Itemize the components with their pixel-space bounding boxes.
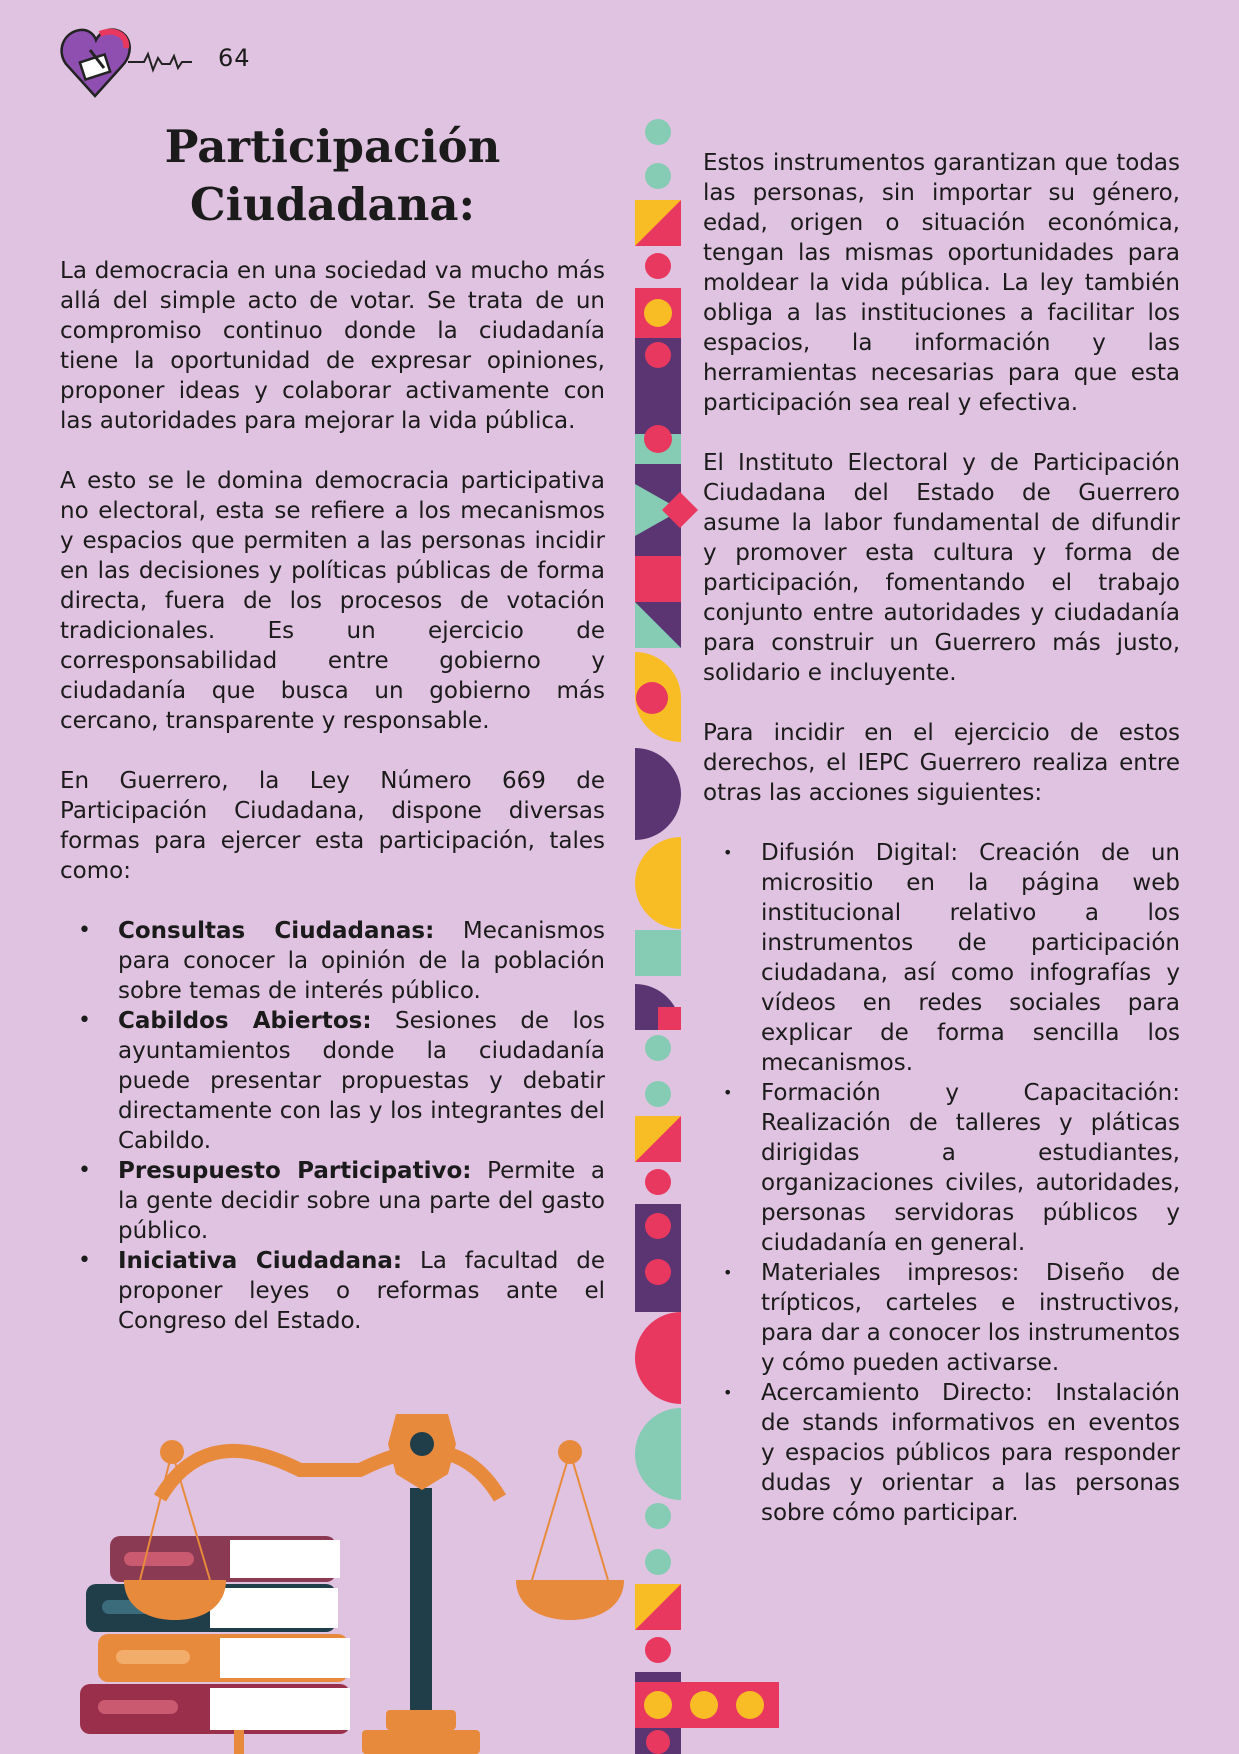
list-item: • Presupuesto Participativo: Permite a la gente decidir sobre una parte del gasto público. (78, 1158, 605, 1244)
heart-ballot-logo-icon (60, 24, 210, 106)
list-item: • Consultas Ciudadanas: Mecanismos para conocer la opinión de la población sobre temas de interés público. (78, 918, 605, 1004)
list-item: • Cabildos Abiertos: Sesiones de los ayuntamientos donde la ciudadanía puede presentar propuestas y debatir directamente con las y los integrantes del Cabildo. (78, 1008, 605, 1154)
decorative-strip (630, 112, 780, 1754)
scales-of-justice-icon (80, 1410, 640, 1754)
stacked-books-icon (80, 1536, 350, 1754)
left-column (60, 256, 605, 1336)
list-item: • Acercamiento Directo: Instalación de stands informativos en eventos y espacios públicos para responder dudas y orientar a las personas sobre cómo participar. (723, 1380, 1180, 1526)
paragraph: A esto se le domina democracia participativa no electoral, esta se refiere a los mecanismos y espacios que permiten a las personas incidir en las decisiones y políticas públicas de forma directa, fuera de los procesos de votación tradicionales. Es un ejercicio de corresponsabilidad entre gobierno y ciudadanía que busca un gobierno más cercano, transparente y responsable. (60, 468, 605, 734)
pulse-line-icon (128, 54, 192, 70)
paragraph: En Guerrero, la Ley Número 669 de Participación Ciudadana, dispone diversas formas para ejercer esta participación, tales como: (60, 768, 605, 884)
page-number: 64 (218, 44, 251, 72)
paragraph: La democracia en una sociedad va mucho más allá del simple acto de votar. Se trata de un compromiso continuo donde la ciudadanía tiene la oportunidad de expresar opiniones, proponer ideas y colaborar activamente con las autoridades para mejorar la vida pública. (60, 258, 605, 434)
list-item: • Iniciativa Ciudadana: La facultad de proponer leyes o reformas ante el Congreso del Estado. (78, 1248, 605, 1334)
list-item: • Formación y Capacitación: Realización de talleres y pláticas dirigidas a estudiantes, organizaciones civiles, autoridades, personas servidoras públicos y ciudadanía en general. (723, 1080, 1180, 1256)
paragraph: Estos instrumentos garantizan que todas las personas, sin importar su género, edad, origen o situación económica, tengan las mismas oportunidades para moldear la vida pública. La ley también obliga a las instituciones a facilitar los espacios, la información y las herramientas necesarias para que esta participación sea real y efectiva. (703, 150, 1180, 416)
page-title: Participación Ciudadana: (164, 120, 501, 231)
paragraph: El Instituto Electoral y de Participación Ciudadana del Estado de Guerrero asume la labor fundamental de difundir y promover esta cultura y forma de participación, fomentando el trabajo conjunto entre autoridades y ciudadanía para construir un Guerrero más justo, solidario e incluyente. (703, 450, 1180, 686)
paragraph: Para incidir en el ejercicio de estos derechos, el IEPC Guerrero realiza entre otras las acciones siguientes: (703, 720, 1180, 806)
mechanisms-list (60, 916, 605, 1336)
list-item: • Difusión Digital: Creación de un micrositio en la página web institucional relativo a los instrumentos de participación ciudadana, así como infografías y vídeos en redes sociales para explicar de forma sencilla los mecanismos. (723, 840, 1180, 1076)
list-item: • Materiales impresos: Diseño de trípticos, carteles e instructivos, para dar a conocer los instrumentos y cómo pueden activarse. (723, 1260, 1180, 1376)
